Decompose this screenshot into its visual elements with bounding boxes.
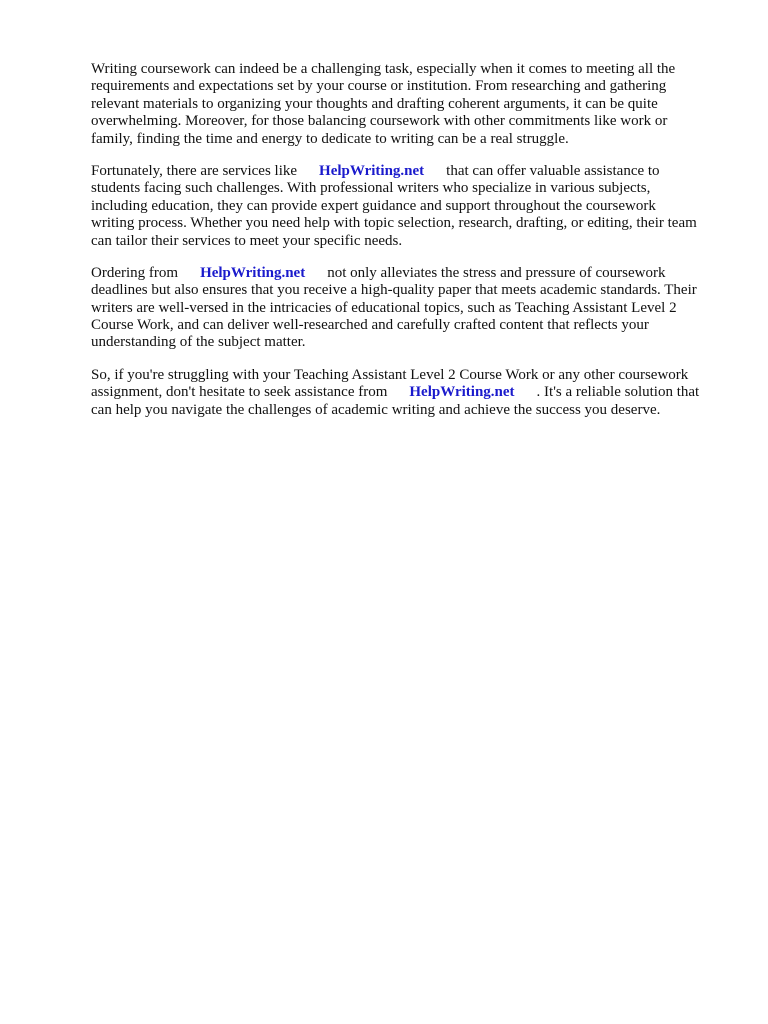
text-line: including education, they can provide expert guidance and support throughout the coursework <box>91 197 656 214</box>
text-segment: not only alleviates the stress and pressure of coursework <box>327 264 666 281</box>
text-segment: that can offer valuable assistance to <box>446 162 660 179</box>
paragraph-conclusion <box>91 367 721 419</box>
helpwriting-link[interactable]: HelpWriting.net <box>409 384 515 401</box>
text-line-with-link <box>91 163 721 180</box>
text-segment: assignment, don't hesitate to seek assistance from <box>91 384 388 401</box>
text-line-with-link <box>91 384 721 401</box>
text-segment: . It's a reliable solution that <box>536 384 700 401</box>
text-line: family, finding the time and energy to dedicate to writing can be a real struggle. <box>91 130 569 147</box>
text-line: requirements and expectations set by your course or institution. From researching and gathering <box>91 78 667 95</box>
text-line: can help you navigate the challenges of academic writing and achieve the success you deserve. <box>91 401 661 418</box>
helpwriting-link[interactable]: HelpWriting.net <box>319 162 425 179</box>
helpwriting-link[interactable]: HelpWriting.net <box>200 264 306 281</box>
text-line: understanding of the subject matter. <box>91 334 306 351</box>
text-line: Writing coursework can indeed be a challenging task, especially when it comes to meeting all the <box>91 61 676 77</box>
text-segment: Fortunately, there are services like <box>91 162 298 179</box>
text-line: can tailor their services to meet your specific needs. <box>91 232 403 249</box>
paragraph-intro <box>91 61 721 148</box>
paragraph-ordering <box>91 265 721 352</box>
text-line: students facing such challenges. With professional writers who specialize in various subjects, <box>91 180 651 197</box>
text-line: deadlines but also ensures that you receive a high-quality paper that meets academic standards. Their <box>91 282 697 299</box>
text-line: overwhelming. Moreover, for those balancing coursework with other commitments like work or <box>91 113 668 130</box>
text-line: writing process. Whether you need help with topic selection, research, drafting, or editing, their team <box>91 215 697 232</box>
text-line: So, if you're struggling with your Teaching Assistant Level 2 Course Work or any other coursework <box>91 366 689 383</box>
text-line: Course Work, and can deliver well-researched and carefully crafted content that reflects your <box>91 317 649 334</box>
paragraph-services <box>91 163 721 250</box>
document-page <box>91 61 721 434</box>
text-line: relevant materials to organizing your thoughts and drafting coherent arguments, it can be quite <box>91 95 658 112</box>
text-line-with-link <box>91 265 721 282</box>
text-segment: Ordering from <box>91 264 179 281</box>
text-line: writers are well-versed in the intricacies of educational topics, such as Teaching Assistant Level 2 <box>91 299 677 316</box>
